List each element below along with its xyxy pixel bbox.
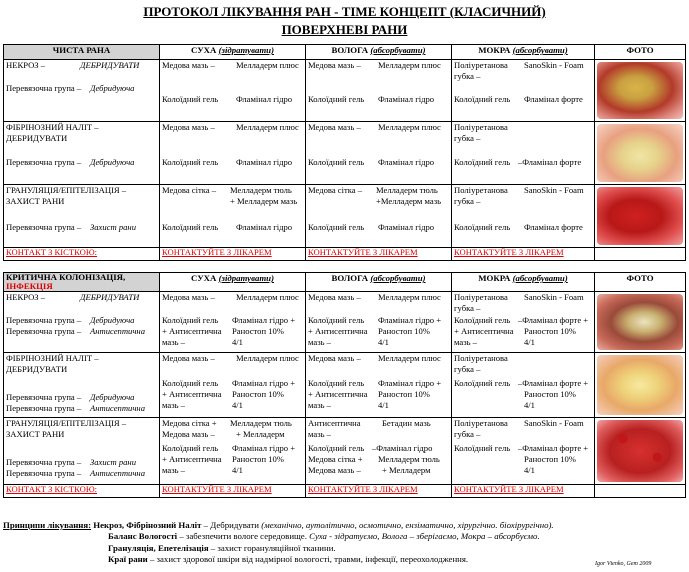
contact-bone-label: КОНТАКТ З КІСТКОЮ:: [4, 248, 160, 261]
stage-cell: НЕКРОЗ – ДЕБРИДУВАТИ Перевязочна група – Дебридуюча: [4, 60, 160, 122]
header-moist: МОКРА (абсорбувати): [452, 45, 595, 60]
contact-doctor-wet: КОНТАКТУЙТЕ З ЛІКАРЕМ: [306, 248, 452, 261]
moist-cell: Поліуретанова губка – Колоїдний гель –Фламінал форте + Раностоп 10% 4/1: [452, 353, 595, 418]
protocol-table-infection: [3, 272, 686, 498]
dry-cell: Медова сітка – Мелладерм тюль + Мелладерм мазь Колоїдний гель Фламінал гідро: [160, 185, 306, 248]
header-photo: ФОТО: [595, 273, 686, 292]
wet-cell: Медова мазь – Мелладерм плюс Колоїдний гель Фламінал гідро: [306, 60, 452, 122]
wet-cell: Медова сітка – Мелладерм тюль +Мелладерм мазь Колоїдний гель Фламінал гідро: [306, 185, 452, 248]
wet-cell: Медова мазь – Мелладерм плюс Колоїдний гель Фламінал гідро + + Антисептична Раностоп 10% мазь – 4/1: [306, 292, 452, 353]
contact-row: [4, 485, 686, 498]
table-header-row: [4, 45, 686, 60]
principle-granulation: Грануляція, Епетелізація – захист горануляційної тканини.: [108, 542, 336, 553]
dry-cell: Медова мазь – Мелладерм плюс Колоїдний гель Фламінал гідро: [160, 122, 306, 185]
wound-photo: [597, 124, 683, 182]
moist-cell: Поліуретанова SanoSkin - Foam губка – Колоїдний гель –Фламінал форте + Раностоп 10% 4/1: [452, 418, 595, 485]
photo-cell: [595, 292, 686, 353]
contact-doctor-dry: КОНТАКТУЙТЕ З ЛІКАРЕМ: [160, 485, 306, 498]
contact-row: [4, 248, 686, 261]
stage-cell: ФІБРІНОЗНИЙ НАЛІТ – ДЕБРИДУВАТИ Перевязочна група – Дебридуюча Перевязочна група – Антисептична: [4, 353, 160, 418]
stage-cell: ГРАНУЛЯЦІЯ/ЕПІТЕЛІЗАЦІЯ – ЗАХИСТ РАНИ Перевязочна група – Захист рани: [4, 185, 160, 248]
document-title: ПРОТОКОЛ ЛІКУВАННЯ РАН - TIME КОНЦЕПТ (КЛАСИЧНИЙ): [143, 4, 546, 19]
principle-necrosis: Принципи лікування: Некроз, Фібрінозний Наліт – Дебридувати (механічно, аутолітично, осмотично, ензіматично, хірургічно. біохірургічно).: [3, 520, 554, 530]
stage-cell: НЕКРОЗ – ДЕБРИДУВАТИ Перевязочна група – Дебридуюча Перевязочна група – Антисептична: [4, 292, 160, 353]
wound-photo: [597, 420, 683, 482]
header-wet: ВОЛОГА (абсорбувати): [306, 273, 452, 292]
stage-cell: ФІБРІНОЗНИЙ НАЛІТ – ДЕБРИДУВАТИ Перевязочна група – Дебридуюча: [4, 122, 160, 185]
wound-photo: [597, 62, 683, 119]
protocol-table-clean: [3, 44, 686, 261]
photo-cell: [595, 122, 686, 185]
stage-cell: ГРАНУЛЯЦІЯ/ЕПІТЕЛІЗАЦІЯ – ЗАХИСТ РАНИ Перевязочна група – Захист рани Перевязочна група – Антисептична: [4, 418, 160, 485]
wound-photo: [597, 355, 683, 415]
table-row: [4, 292, 686, 353]
photo-cell: [595, 185, 686, 248]
header-moist: МОКРА (абсорбувати): [452, 273, 595, 292]
dry-cell: Медова мазь – Мелладерм плюс Колоїдний гель Фламінал гідро + + Антисептична Раностоп 10% мазь – 4/1: [160, 353, 306, 418]
document-subtitle: ПОВЕРХНЕВІ РАНИ: [281, 22, 408, 37]
photo-cell: [595, 353, 686, 418]
principle-moisture: Баланс Вологості – забезпечити вологе середовище. Суха - зідратуємо, Волога – зберігаємо, Мокра – абсорбуємо.: [108, 531, 540, 542]
contact-bone-label: КОНТАКТ З КІСТКОЮ:: [4, 485, 160, 498]
table-row: [4, 60, 686, 122]
header-dry: СУХА (зідратувати): [160, 273, 306, 292]
contact-doctor-dry: КОНТАКТУЙТЕ З ЛІКАРЕМ: [160, 248, 306, 261]
contact-doctor-moist: КОНТАКТУЙТЕ З ЛІКАРЕМ: [452, 248, 595, 261]
header-clean-wound: ЧИСТА РАНА: [4, 45, 160, 60]
wet-cell: Медова мазь – Мелладерм плюс Колоїдний гель Фламінал гідро: [306, 122, 452, 185]
photo-cell: [595, 60, 686, 122]
photo-cell: [595, 418, 686, 485]
moist-cell: Поліуретанова SanoSkin - Foam губка – Колоїдний гель Фламінал форте: [452, 185, 595, 248]
contact-photo-empty: [595, 485, 686, 498]
wet-cell: Медова мазь – Мелладерм плюс Колоїдний гель Фламінал гідро + + Антисептична Раностоп 10% мазь – 4/1: [306, 353, 452, 418]
table-row: [4, 418, 686, 485]
header-critical-colonization: КРИТИЧНА КОЛОНІЗАЦІЯ, ІНФЕКЦІЯ: [4, 273, 160, 292]
header-wet: ВОЛОГА (абсорбувати): [306, 45, 452, 60]
dry-cell: Медова сітка + Мелладерм тюль Медова мазь – + Мелладерм Колоїдний гель Фламінал гідро + + Антисептична Раностоп 10% мазь – 4/1: [160, 418, 306, 485]
moist-cell: Поліуретанова SanoSkin - Foam губка – Колоїдний гель –Фламінал форте + + Антисептична Раностоп 10% мазь – 4/1: [452, 292, 595, 353]
table-row: [4, 185, 686, 248]
header-photo: ФОТО: [595, 45, 686, 60]
principle-wound-edges: Краї рани – захист здорової шкіри від надмірної вологості, травми, інфекції, переохолодження.: [108, 554, 469, 565]
author-credit: Igor Vtenko, Gem 2009: [595, 561, 652, 567]
contact-photo-empty: [595, 248, 686, 261]
table-row: [4, 122, 686, 185]
contact-doctor-wet: КОНТАКТУЙТЕ З ЛІКАРЕМ: [306, 485, 452, 498]
treatment-principles: [3, 520, 685, 566]
contact-doctor-moist: КОНТАКТУЙТЕ З ЛІКАРЕМ: [452, 485, 595, 498]
moist-cell: Поліуретанова губка – Колоїдний гель –Фламінал форте: [452, 122, 595, 185]
wet-cell: Антисептична Бетадин мазь мазь – Колоїдний гель –Фламінал гідро Медова сітка + Мелладерм тюль Медова мазь – + Мелладерм: [306, 418, 452, 485]
table-header-row: [4, 273, 686, 292]
header-dry: СУХА (зідратувати): [160, 45, 306, 60]
table-row: [4, 353, 686, 418]
dry-cell: Медова мазь – Мелладерм плюс Колоїдний гель Фламінал гідро + + Антисептична Раностоп 10% мазь – 4/1: [160, 292, 306, 353]
wound-photo: [597, 187, 683, 245]
wound-photo: [597, 294, 683, 350]
dry-cell: Медова мазь – Мелладерм плюс Колоїдний гель Фламінал гідро: [160, 60, 306, 122]
infection-label: ІНФЕКЦІЯ: [6, 281, 53, 292]
moist-cell: Поліуретанова SanoSkin - Foam губка – Колоїдний гель Фламінал форте: [452, 60, 595, 122]
